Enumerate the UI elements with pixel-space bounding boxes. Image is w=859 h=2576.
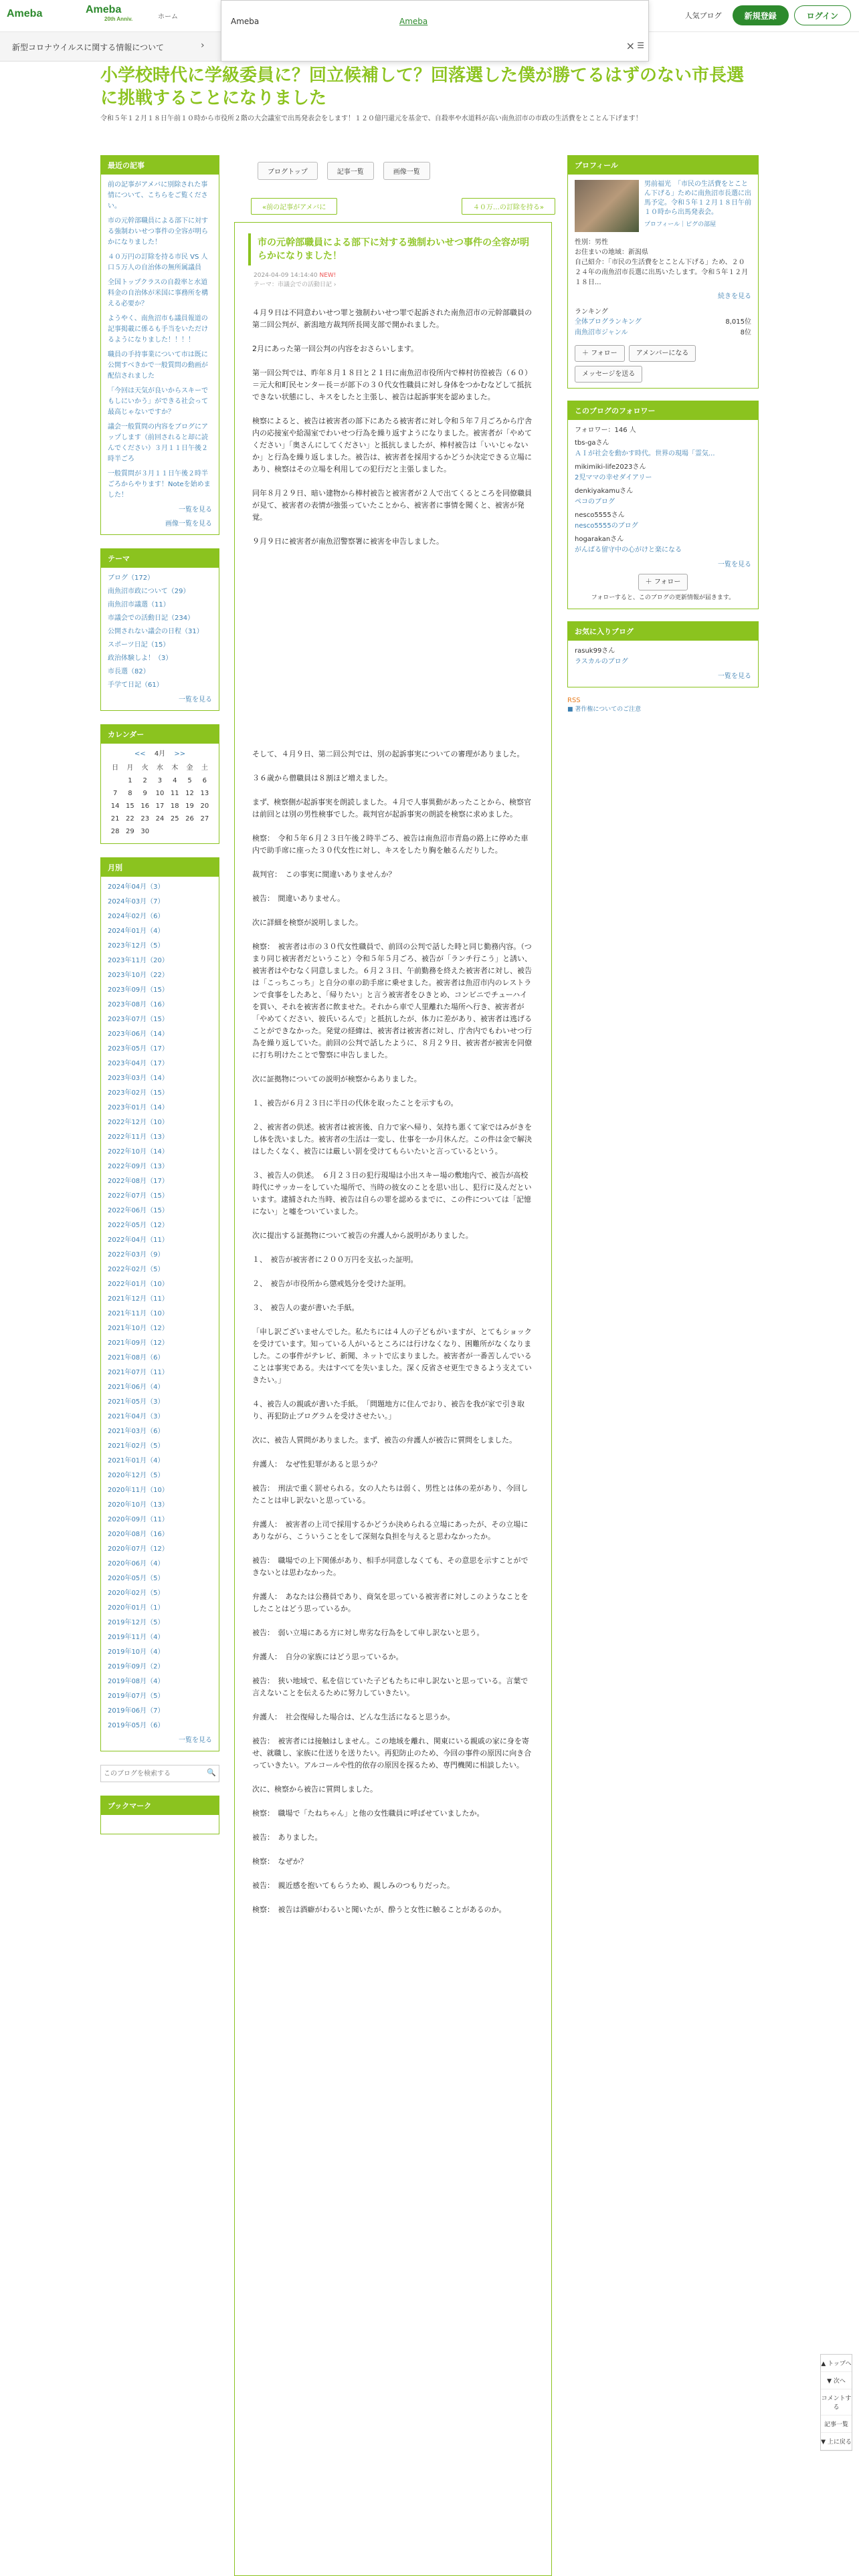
article-paragraph: 検察： 被害者は市の３０代女性職員で、前回の公判で話した時と同じ勤務内容。（つまり同じ被害者だということ）令和５年５月ごろ、被告が「ランチ行こう」と誘い、被害者はやむなく同意しました。６月２３日、午前勤務を終えた被害者に対し、被告は「こっちこっち」と自分の車の助手席に乗せました。被害者は魚沼市内のレストランで食事をしたあと、「帰りたい」と言う被害者をひきとめ、コンビニでチューハイを買い、それを被害者に飲ませた。それから車で人里離れた場所へ行き、被害者が「やめてください、彼氏いるんで」と抵抗したが、体力に差があり、被害者は逃げることができなかった。発覚の経緯は、被害者は被害者に対し、庁舎内でもわいせつ行為を繰り返していた。前回の公判で話したように、８月２９日、被害者が被害を同僚に打ち明けたことで警察に申告しました。 [252, 942, 532, 1059]
monthly-item[interactable]: 2019年07月（5） [108, 1693, 165, 1700]
theme-item[interactable]: 市議会での活動日記（234） [108, 615, 195, 622]
calendar-day[interactable]: 3 [157, 777, 163, 784]
calendar-day[interactable] [153, 825, 167, 838]
popular-blog-link[interactable]: 人気ブログ [684, 11, 722, 20]
monthly-item[interactable]: 2022年10月（14） [108, 1148, 169, 1156]
floating-toolbar [820, 2354, 852, 2451]
recent-post-item[interactable]: 「今回は天気が良いからスキーでもしにいかう」ができる社会って最高じゃないですか？ [108, 387, 208, 416]
calendar-day[interactable]: 6 [202, 777, 207, 784]
monthly-item[interactable]: 2023年10月（22） [108, 972, 169, 979]
monthly-item[interactable]: 2021年05月（3） [108, 1398, 165, 1406]
blog-search [100, 1765, 219, 1782]
profile-desc: 自己紹介：「市民の生活費をとことん下げる」ため、２０２４年の南魚沼市長選に出馬いたします。令和５年１２月１８日... [575, 259, 749, 286]
monthly-item[interactable]: 2019年11月（4） [108, 1634, 165, 1641]
monthly-item[interactable]: 2022年02月（5） [108, 1266, 165, 1273]
article-paragraph: １、被告が６月２３日に半日の代休を取ったことを示すもの。 [252, 1099, 458, 1107]
calendar-day[interactable]: 21 [110, 815, 120, 823]
nav-home[interactable]: ホーム [158, 13, 178, 21]
profile-area: お住まいの地域：新潟県 [575, 249, 648, 256]
monthly-item[interactable]: 2022年11月（13） [108, 1134, 169, 1141]
rss-section [567, 697, 759, 713]
monthly-item[interactable]: 2024年03月（7） [108, 898, 165, 905]
monthly-item[interactable]: 2020年09月（11） [108, 1516, 169, 1523]
calendar-day[interactable]: 8 [128, 790, 132, 797]
recent-post-item[interactable]: 一般質問が３月１１日午後２時半ごろからやります！Noteを始めました！ [108, 470, 211, 499]
follower-item[interactable] [575, 510, 751, 532]
monthly-item[interactable]: 2023年02月（15） [108, 1089, 169, 1097]
calendar-nav [108, 749, 212, 759]
calendar-day[interactable]: 19 [185, 802, 194, 810]
recent-post-item[interactable]: ようやく、南魚沼市も議員報道の記事掲載に係るも手当をいただけるようになりました！！！！ [108, 315, 208, 344]
article-paragraph: まず、検察側が起訴事実を朗読しました。４月で人事異動があったことから、検察官は前回とは別の男性検事でした。裁判官が起訴事実の朗読を検察に求めました。 [252, 798, 532, 819]
ranking-title: ランキング [575, 308, 608, 316]
calendar-box [100, 724, 219, 844]
followers-more-link[interactable]: 一覧を見る [718, 561, 751, 568]
recent-post-item[interactable]: 全国トップクラスの自殺率と水道料金の自治体が米国に事務所を構える必要か？ [108, 279, 208, 308]
image-list-button[interactable]: 画像一覧 [383, 162, 430, 180]
anniv-logo-text: Ameba [86, 4, 122, 15]
recent-posts-list [108, 180, 212, 501]
article-paragraph: 弁護人： なぜ性犯罪があると思うか？ [252, 1460, 381, 1469]
calendar-day[interactable] [182, 825, 197, 838]
monthly-item[interactable]: 2022年01月（10） [108, 1281, 169, 1288]
article-paragraph: 被告： 弱い立場にある方に対し卑劣な行為をして申し訳ないと思う。 [252, 1628, 484, 1637]
follower-name[interactable]: nesco5555さん [575, 512, 625, 519]
anniv-label: 20th Anniv. [104, 16, 133, 22]
monthly-item[interactable]: 2023年11月（20） [108, 957, 169, 964]
article-date: 2024-04-09 14:14:40 [254, 272, 318, 279]
monthly-item[interactable]: 2020年02月（5） [108, 1590, 165, 1597]
favorite-more-link[interactable]: 一覧を見る [718, 673, 751, 680]
calendar-day[interactable]: 13 [200, 790, 209, 797]
monthly-item[interactable]: 2022年07月（15） [108, 1192, 169, 1200]
article-list-float-button[interactable]: 記事一覧 [821, 2416, 852, 2433]
close-icon[interactable]: × [626, 39, 635, 52]
blog-search-input[interactable] [101, 1765, 195, 1782]
theme-heading: テーマ [101, 549, 219, 568]
back-up-button[interactable]: ▼ 上に戻る [821, 2433, 852, 2450]
theme-item[interactable]: スポーツ日記（15） [108, 641, 170, 649]
article-paragraph: 被告： 職場での上下関係があり、相手が同意しなくても、その意思を示すことができないとは思わなかった。 [252, 1556, 529, 1577]
followers-heading: このブログのフォロワー [568, 401, 758, 420]
monthly-box [100, 857, 219, 1751]
monthly-item[interactable]: 2023年12月（5） [108, 942, 165, 950]
calendar-day-header: 日 [112, 764, 119, 772]
image-list-link[interactable]: 画像一覧を見る [165, 520, 212, 528]
article-paragraph: 弁護人： 被害者の上司で採用するかどうか決められる立場にあったが、その立場にありながら、こういうことをして深刻な負担を与えると思わなかったか。 [252, 1520, 529, 1541]
favorite-heading: お気に入りブログ [568, 622, 758, 641]
calendar-day[interactable]: 29 [126, 828, 134, 835]
overlay-modal [221, 0, 649, 62]
theme-item[interactable]: 手学て日記（61） [108, 681, 163, 689]
article-paragraph: 2月にあった第一回公判の内容をおさらいします。 [252, 344, 419, 353]
calendar-day[interactable]: 5 [187, 777, 192, 784]
calendar-day[interactable]: 23 [140, 815, 150, 823]
calendar-day[interactable]: 2 [142, 777, 147, 784]
article-paragraph: 弁護人： 社会復帰した場合は、どんな生活になると思うか。 [252, 1713, 455, 1721]
rank-genre-label[interactable]: 南魚沼市ジャンル [575, 329, 628, 336]
article-paragraph: 弁護人： あなたは公務員であり、商気を思っている被害者に対しこのようなことをしたことはどう思っているか。 [252, 1592, 529, 1613]
header-nav [158, 11, 186, 21]
monthly-item[interactable]: 2022年05月（12） [108, 1222, 169, 1229]
monthly-item[interactable]: 2022年03月（9） [108, 1251, 165, 1259]
monthly-item[interactable]: 2020年08月（16） [108, 1531, 169, 1538]
profile-box [567, 155, 759, 389]
article-title[interactable]: 市の元幹部職員による部下に対する強制わいせつ事件の全容が明らかになりました！ [248, 233, 538, 265]
recent-posts-heading: 最近の記事 [101, 156, 219, 175]
calendar-day[interactable]: 27 [200, 815, 209, 823]
monthly-more-link[interactable]: 一覧を見る [179, 1737, 212, 1744]
profile-gender: 性別：男性 [575, 239, 608, 246]
monthly-item[interactable]: 2020年05月（5） [108, 1575, 165, 1582]
follower-name[interactable]: tbs-gaさん [575, 439, 609, 447]
follower-blog[interactable]: がんばる留守中の心がけと楽になる [575, 546, 682, 554]
article-paragraph: 第一回公判では、昨年８月１８日と２１日に南魚沼市役所内で棒村彷徨被告（６０）＝元大和町民センター長＝が部下の３０代女性職員に対し身体をつかむなどして抵抗できない状態にし、キスをしたと主張し、被告は起訴事実を認めました。 [252, 368, 532, 401]
article-paragraph: 検察： 職場で「たねちゃん」と他の女性職員に呼ばせていましたか。 [252, 1809, 484, 1818]
calendar-day-header: 月 [126, 764, 134, 772]
message-button[interactable]: メッセージを送る [575, 366, 642, 383]
monthly-item[interactable]: 2020年10月（13） [108, 1501, 169, 1509]
blog-top-button[interactable]: ブログトップ [258, 162, 318, 180]
theme-item[interactable]: ブログ（172） [108, 574, 155, 582]
article-paragraph: 次に、被告人質問がありました。まず、被告の弁護人が被告に質問をしました。 [252, 1436, 517, 1444]
monthly-item[interactable]: 2019年08月（4） [108, 1678, 165, 1685]
profile-more-link[interactable]: 続きを見る [718, 293, 751, 300]
calendar-heading: カレンダー [101, 725, 219, 744]
monthly-item[interactable]: 2024年01月（4） [108, 928, 165, 935]
monthly-item[interactable]: 2021年01月（4） [108, 1457, 165, 1465]
monthly-item[interactable]: 2023年03月（14） [108, 1075, 169, 1082]
theme-item[interactable]: 政治体験しよ！（3） [108, 655, 173, 662]
recent-post-item[interactable]: 市の元幹部職員による部下に対する強制わいせつ事件の全容が明らかになりました！ [108, 217, 208, 246]
article-paragraph: 検察によると、被告は被害者の部下にあたる被害者に対し令和５年７月ごろから庁舎内の応接室や給湯室でわいせつ行為を繰り返すようになりました。被害者が「やめてください」「奥さんにしてください」と抵抗しましたが、棒村被告は「いいじゃないか」と行為を繰り返しました。被告は、被害者を採用するかどうか決定できる立場にあり、検察はその立場を利用しての犯行だと主張しました。 [252, 417, 532, 473]
monthly-item[interactable]: 2021年06月（4） [108, 1384, 165, 1391]
monthly-item[interactable]: 2023年08月（16） [108, 1001, 169, 1008]
chevron-right-icon: › [201, 40, 205, 51]
article-paragraph: 被告： 刑法で重く罰せられる。女の人たちは弱く、男性とは体の差があり、今回したことは申し訳ないと思っている。 [252, 1484, 529, 1505]
monthly-item[interactable]: 2019年12月（5） [108, 1619, 165, 1626]
signup-button[interactable]: 新規登録 [733, 5, 789, 25]
monthly-item[interactable]: 2022年04月（11） [108, 1237, 169, 1244]
article-paragraph: ３６歳から僧職員は８割ほど増えました。 [252, 774, 392, 782]
header-actions [685, 5, 851, 25]
monthly-item[interactable]: 2021年02月（5） [108, 1442, 165, 1450]
monthly-item[interactable]: 2023年01月（14） [108, 1104, 169, 1111]
article-paragraph: 被告： 被害者には接触はしません。この地域を離れ、関東にいる親戚の家に身を寄せ、就職し、家族に仕送りを送りたい。再犯防止のため、今回の事件の原因に向き合っていきたい。アルコールや性的依存の原因を探るため、専門機関に相談したい。 [252, 1737, 532, 1769]
monthly-item[interactable]: 2022年06月（15） [108, 1207, 169, 1214]
follower-item[interactable] [575, 486, 751, 508]
calendar-day-header: 火 [141, 764, 149, 772]
monthly-item[interactable]: 2021年04月（3） [108, 1413, 165, 1420]
calendar-day-header: 金 [186, 764, 193, 772]
follower-name[interactable]: mikimiki-life2023さん [575, 463, 646, 471]
article-paragraph: 検察： 令和５年６月２３日午後２時半ごろ、被告は南魚沼市青島の路上に停めた車内で助手席に座った３０代女性に対し、キスをしたり胸を触るんだりした。 [252, 834, 529, 855]
ameba-anniv-logo[interactable] [86, 4, 132, 22]
article-paragraph: 次に詳細を検察が説明しました。 [252, 918, 363, 927]
prev-article-button[interactable]: «前の記事がアメバに [251, 198, 337, 215]
calendar-day[interactable]: 18 [170, 802, 179, 810]
calendar-day[interactable]: 12 [185, 790, 194, 797]
article-pager [251, 198, 555, 215]
menu-icon[interactable]: ☰ [637, 41, 644, 50]
favorite-list [575, 646, 751, 667]
follow-button-2[interactable]: ＋ フォロー [638, 574, 688, 591]
profile-name[interactable]: 男前福光 「市民の生活費をとことん下げる」ために南魚沼市長選に出馬予定。令和５年１２月１８日午前１０時から出馬発表会。 [644, 181, 751, 216]
monthly-item[interactable]: 2020年12月（5） [108, 1472, 165, 1479]
monthly-item[interactable]: 2023年05月（17） [108, 1045, 169, 1053]
monthly-item[interactable]: 2024年04月（3） [108, 883, 165, 891]
follow-note: フォローすると、このブログの更新情報が届きます。 [591, 595, 735, 601]
follower-item[interactable] [575, 534, 751, 556]
monthly-heading: 月別 [101, 858, 219, 877]
rank-genre-value: 8位 [740, 329, 751, 336]
amember-button[interactable]: アメンバーになる [629, 345, 696, 362]
next-article-button[interactable]: ４０万…の訂除を持る» [462, 198, 555, 215]
monthly-item[interactable]: 2019年05月（6） [108, 1722, 165, 1729]
copyright-link[interactable]: ■ 著作権についてのご注意 [567, 706, 642, 713]
next-button[interactable]: ▼ 次へ [821, 2372, 852, 2389]
recent-more-link[interactable]: 一覧を見る [179, 506, 212, 514]
rss-link[interactable]: RSS [567, 697, 581, 704]
article-paragraph: 同年８月２９日、暗い建物から棒村被告と被害者が２人で出てくるところを同僚職員が見て、被害者の表情が強張っていたことから、被害者に事情を聞くと、被害が発覚。 [252, 489, 532, 522]
article-paragraph: 被告： 親近感を抱いてもらうため、親しみのつもりだった。 [252, 1881, 455, 1890]
monthly-item[interactable]: 2023年09月（15） [108, 986, 169, 994]
right-sidebar [567, 155, 759, 713]
article-paragraph: 「申し訳ございませんでした。私たちには４人の子どもがいますが、とてもショックを受けています。知っている人がいるところには行けなくなり、困難所がなくなりました。この事件がテレビ、新聞、ネットで広まりました。被害者が一番苦しんでいることは事実である。夫はすべてを失いました。深く反省させ更生できるよう支えていきたい。」 [252, 1327, 532, 1384]
recent-posts-box [100, 155, 219, 535]
follower-count: フォロワー：146 人 [575, 427, 636, 434]
calendar-prev[interactable]: << [134, 750, 146, 758]
article-list-button[interactable]: 記事一覧 [327, 162, 374, 180]
calendar-day-header: 木 [171, 764, 179, 772]
monthly-item[interactable]: 2021年11月（10） [108, 1310, 169, 1317]
comment-button[interactable]: コメントする [821, 2389, 852, 2416]
follower-name[interactable]: denkiyakamuさん [575, 488, 634, 495]
monthly-item[interactable]: 2022年09月（13） [108, 1163, 169, 1170]
article-body [252, 307, 534, 1916]
article-paragraph: ２、 被告が市役所から懲戒処分を受けた証明。 [252, 1279, 411, 1288]
monthly-item[interactable]: 2022年12月（10） [108, 1119, 169, 1126]
article-paragraph: ４、被告人の親戚が書いた手紙。 「問題地方に住んでおり、被告を我が家で引き取り、再犯防止プログラムを受けさせたい。」 [252, 1400, 524, 1420]
article-paragraph: 被告： 狭い地域で、私を信じていた子どもたちに申し訳ないと思っている。言葉で言えないことを伝えるために努力していきたい。 [252, 1677, 529, 1697]
calendar-day-header: 水 [156, 764, 163, 772]
follower-blog[interactable]: 2児ママの幸せダイアリー [575, 474, 652, 481]
article-paragraph: そして、４月９日、第二回公判では、別の起訴事実についての審理がありました。 [252, 750, 524, 758]
calendar-day[interactable]: 24 [155, 815, 165, 823]
calendar-day[interactable]: 17 [155, 802, 165, 810]
calendar-day[interactable]: 4 [173, 777, 177, 784]
calendar-day[interactable] [167, 825, 182, 838]
favorite-blog[interactable]: ラスカルのブログ [575, 658, 628, 665]
bookmark-heading: ブックマーク [101, 1796, 219, 1815]
monthly-item[interactable]: 2020年06月（4） [108, 1560, 165, 1568]
article [234, 222, 552, 2576]
article-paragraph: 次に、検察から被告に質問しました。 [252, 1785, 377, 1794]
new-badge: NEW! [319, 272, 337, 279]
favorite-item[interactable] [575, 646, 751, 667]
monthly-item[interactable]: 2020年07月（12） [108, 1545, 169, 1553]
follow-button[interactable]: ＋ フォロー [575, 345, 625, 362]
article-paragraph: 検察： 被告は酒癖がわるいと聞いたが、酔うと女性に触ることがあるのか。 [252, 1905, 506, 1914]
monthly-item[interactable]: 2021年03月（6） [108, 1428, 165, 1435]
calendar-day-header: 土 [201, 764, 208, 772]
calendar-day[interactable]: 10 [155, 790, 165, 797]
calendar-table [108, 762, 212, 838]
theme-item[interactable]: 公開されない議会の日程（31） [108, 628, 203, 635]
left-sidebar [100, 155, 219, 1834]
calendar-day[interactable]: 16 [140, 802, 150, 810]
monthly-item[interactable]: 2019年06月（7） [108, 1707, 165, 1715]
follower-blog[interactable]: nesco5555のブログ [575, 522, 638, 530]
ameba-logo[interactable]: Ameba [7, 8, 43, 19]
modal-link[interactable]: Ameba [399, 17, 428, 26]
rank-overall-label[interactable]: 全体ブログランキング [575, 318, 642, 326]
monthly-item[interactable]: 2020年01月（1） [108, 1604, 165, 1612]
calendar-next[interactable]: >> [174, 750, 186, 758]
article-paragraph: 裁判官： この事実に間違いありませんか？ [252, 870, 396, 879]
article-paragraph: 次に証拠物についての説明が検察からありました。 [252, 1075, 421, 1083]
login-button[interactable]: ログイン [794, 5, 851, 25]
recent-post-item[interactable]: 職員の手持事業について市は既に公開すべきかで一般質問の動画が配信されました [108, 351, 208, 380]
monthly-item[interactable]: 2021年12月（11） [108, 1295, 169, 1303]
article-theme-link[interactable]: テーマ：市議会での活動日記 › [254, 282, 337, 288]
calendar-day[interactable]: 11 [170, 790, 179, 797]
article-paragraph: １、 被告が被害者に２００万円を支払った証明。 [252, 1255, 418, 1264]
article-paragraph: ４月９日は不同意わいせつ罪と強制わいせつ罪で起訴された南魚沼市の元幹部職員の第二回公判が、新潟地方裁判所長岡支部で開かれました。 [252, 308, 532, 329]
calendar-day[interactable] [108, 774, 122, 787]
profile-heading: プロフィール [568, 156, 758, 175]
calendar-day[interactable]: 20 [200, 802, 209, 810]
recent-post-item[interactable]: 前の記事がアメバに別除された事情について、こちらをご覧ください。 [108, 181, 208, 210]
calendar-day[interactable]: 30 [140, 828, 150, 835]
monthly-item[interactable]: 2019年10月（4） [108, 1648, 165, 1656]
calendar-day[interactable] [197, 825, 212, 838]
calendar-day[interactable]: 7 [112, 790, 118, 797]
monthly-item[interactable]: 2021年09月（12） [108, 1339, 169, 1347]
modal-label: Ameba [231, 17, 260, 26]
monthly-list [108, 882, 212, 1731]
blog-subtitle: 令和５年１２月１８日午前１０時から市役所２階の大会議室で出馬発表会をします！１２０億円還元を基金で、自殺率や水道料が高い南魚沼市の市政の生活費をとことん下げます！ [100, 115, 642, 122]
theme-list [108, 573, 212, 691]
calendar-day[interactable]: 1 [128, 777, 132, 784]
profile-link[interactable]: プロフィール｜ピグの部屋 [644, 221, 717, 228]
followers-list [575, 438, 751, 556]
calendar-day[interactable]: 14 [110, 802, 120, 810]
follower-blog[interactable]: ペコのブログ [575, 498, 615, 506]
theme-more-link[interactable]: 一覧を見る [179, 696, 212, 704]
monthly-item[interactable]: 2022年08月（17） [108, 1178, 169, 1185]
bookmark-box [100, 1796, 219, 1834]
theme-item[interactable]: 南魚沼市議選（11） [108, 601, 170, 609]
article-paragraph: ３、 被告人の妻が書いた手紙。 [252, 1303, 359, 1312]
theme-item[interactable]: 南魚沼市政について（29） [108, 588, 190, 595]
notice-bar[interactable] [0, 32, 221, 62]
monthly-item[interactable]: 2021年08月（6） [108, 1354, 165, 1362]
blog-title[interactable]: 小学校時代に学級委員に？回立候補して？回落選した僕が勝てるはずのない市長選に挑戦することになりました [100, 66, 745, 108]
avatar[interactable] [575, 180, 639, 232]
monthly-item[interactable]: 2024年02月（6） [108, 913, 165, 920]
article-paragraph: 検察： なぜか？ [252, 1857, 308, 1866]
article-meta [254, 271, 533, 290]
calendar-month: 4月 [154, 750, 166, 758]
follower-item[interactable] [575, 438, 751, 459]
monthly-item[interactable]: 2020年11月（10） [108, 1487, 169, 1494]
follower-name[interactable]: hogarakanさん [575, 536, 624, 543]
follower-blog[interactable]: ＡＩが社会を動かす時代。世界の現場「霊気... [575, 450, 715, 457]
recent-post-item[interactable]: 議会一般質問の内容をブログにアップします（前回されると却に読んでください）３月１１日午後２時半ごろ [108, 423, 208, 463]
followers-box [567, 401, 759, 609]
monthly-item[interactable]: 2021年07月（11） [108, 1369, 169, 1376]
calendar-day[interactable]: 28 [110, 828, 120, 835]
favorite-blogs-box [567, 621, 759, 687]
monthly-item[interactable]: 2023年06月（14） [108, 1031, 169, 1038]
monthly-item[interactable]: 2021年10月（12） [108, 1325, 169, 1332]
notice-text: 新型コロナウイルスに関する情報について [12, 43, 165, 52]
to-top-button[interactable]: ▲ トップへ [821, 2355, 852, 2372]
search-icon[interactable]: 🔍 [207, 1768, 216, 1777]
monthly-item[interactable]: 2019年09月（2） [108, 1663, 165, 1671]
article-paragraph: 弁護人： 自分の家族にはどう思っているか。 [252, 1652, 403, 1661]
article-paragraph: ２、被害者の供述。被害者は被害後、自力で家へ帰り、気持ち悪くて家ではみがきをし体を洗いました。被害者の生活は一変し、仕事を一か月休んだ。この件は金で解決はしたくなく、被告には厳しい罰を受けてもらいたいと言っているという。 [252, 1123, 532, 1156]
article-paragraph: 被告： 間違いありません。 [252, 894, 345, 903]
follower-item[interactable] [575, 462, 751, 484]
rank-overall-value: 8,015位 [725, 318, 751, 326]
calendar-day[interactable]: 25 [170, 815, 179, 823]
article-paragraph: ９月９日に被害者が南魚沼警察署に被害を申告しました。 [252, 537, 444, 546]
recent-post-item[interactable]: ４０万円の訂除を持る市民 VS 人口５万人の自治体の無所属議員 [108, 253, 208, 272]
calendar-day[interactable]: 22 [126, 815, 134, 823]
monthly-item[interactable]: 2023年07月（15） [108, 1016, 169, 1023]
theme-box [100, 548, 219, 711]
calendar-day[interactable]: 15 [126, 802, 134, 810]
article-paragraph: ３、被告人の供述。 ６月２３日の犯行現場は小出スキー場の敷地内で、被告が高校時代にサッカーをしていた場所で、当時の彼女のことを思い出し、犯行に及んだといいます。逮捕された当時、被告は自らの罪を認めるまでに、この件については「記憶にない」と嘘をついていました。 [252, 1171, 532, 1216]
calendar-day[interactable]: 9 [142, 790, 147, 797]
favorite-name[interactable]: rasuk99さん [575, 647, 615, 655]
monthly-item[interactable]: 2023年04月（17） [108, 1060, 169, 1067]
article-paragraph: 次に提出する証拠物について被告の弁護人から説明がありました。 [252, 1231, 473, 1240]
calendar-day[interactable]: 26 [185, 815, 194, 823]
article-paragraph: 被告： ありました。 [252, 1833, 322, 1842]
blog-toolbar [258, 162, 430, 180]
theme-item[interactable]: 市長選（82） [108, 668, 150, 675]
